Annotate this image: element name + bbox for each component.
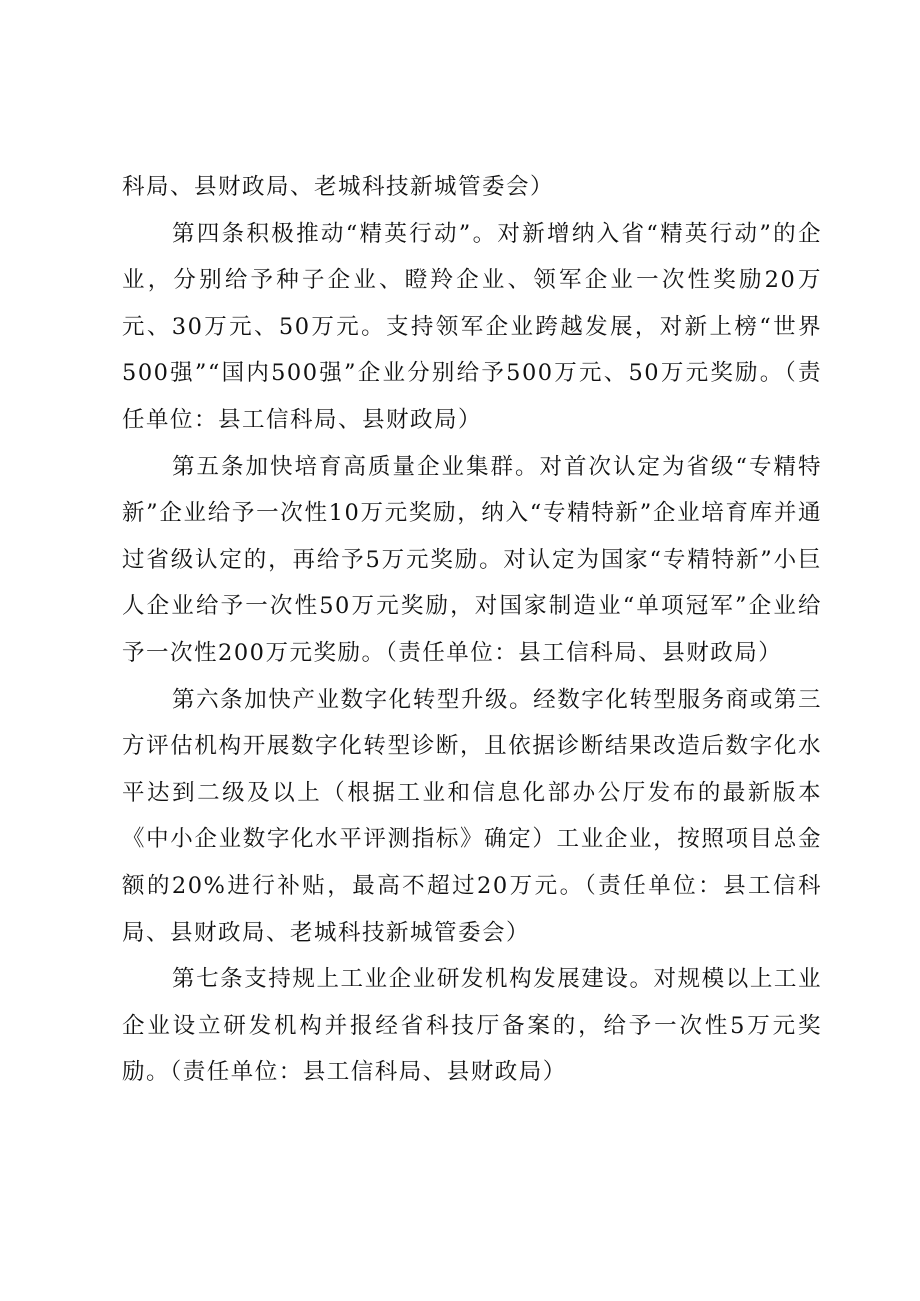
paragraph-article-7: 第七条支持规上工业企业研发机构发展建设。对规模以上工业企业设立研发机构并报经省科技厅备案的，给予一次性5万元奖励。（责任单位：县工信科局、县财政局） <box>122 966 822 1086</box>
document-body <box>122 164 822 1096</box>
paragraph-continuation: 科局、县财政局、老城科技新城管委会） <box>122 174 555 200</box>
paragraph-article-6: 第六条加快产业数字化转型升级。经数字化转型服务商或第三方评估机构开展数字化转型诊断，且依据诊断结果改造后数字化水平达到二级及以上（根据工业和信息化部办公厅发布的最新版本《中小企业数字化水平评测指标》确定）工业企业，按照项目总金额的20%进行补贴，最高不超过20万元。（责任单位：县工信科局、县财政局、老城科技新城管委会） <box>122 686 822 946</box>
paragraph-article-4: 第四条积极推动“精英行动”。对新增纳入省“精英行动”的企业，分别给予种子企业、瞪羚企业、领军企业一次性奖励20万元、30万元、50万元。支持领军企业跨越发展，对新上榜“世界500强”“国内500强”企业分别给予500万元、50万元奖励。（责任单位：县工信科局、县财政局） <box>122 220 822 433</box>
paragraph-article-5: 第五条加快培育高质量企业集群。对首次认定为省级“专精特新”企业给予一次性10万元奖励，纳入“专精特新”企业培育库并通过省级认定的，再给予5万元奖励。对认定为国家“专精特新”小巨人企业给予一次性50万元奖励，对国家制造业“单项冠军”企业给予一次性200万元奖励。（责任单位：县工信科局、县财政局） <box>122 453 822 666</box>
